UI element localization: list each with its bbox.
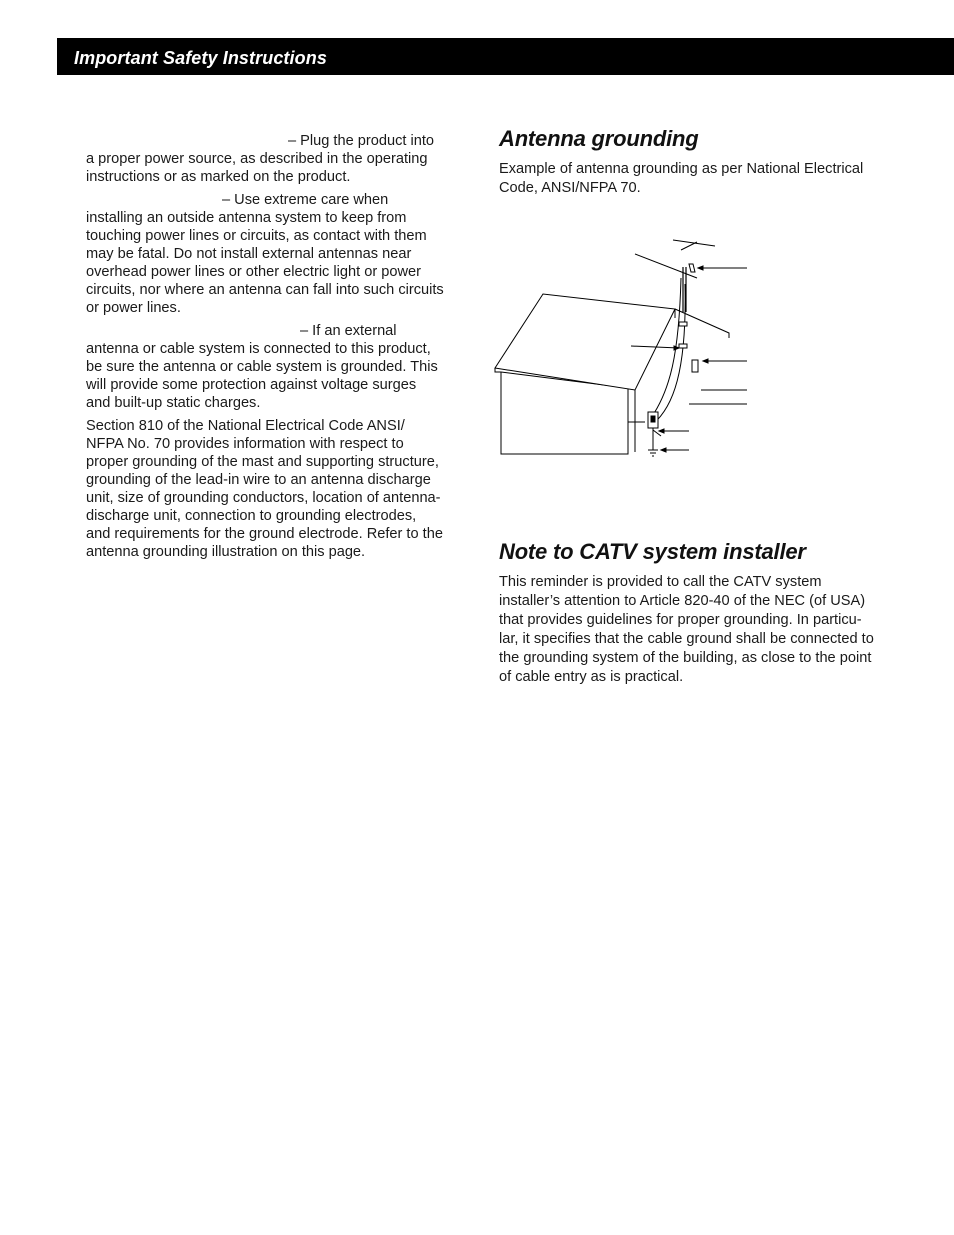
paragraph-antenna-grounding-text: – If an external antenna or cable system is connected to this product, be sure the antenna or cable system is grounded. This will provide some protection against voltage surges and built-up static charges. [86, 323, 438, 411]
paragraph-power-lines [86, 191, 444, 317]
paragraph-power-lines-text: – Use extreme care when installing an outside antenna system to keep from touching power lines or circuits, as contact with them may be fatal. Do not install external antennas near overhead power lines or other electric light or power circuits, nor where an antenna can fall into such circuits or power lines. [86, 192, 444, 316]
catv-section [499, 539, 879, 687]
antenna-grounding-section [499, 126, 879, 198]
left-column [86, 132, 444, 566]
antenna-grounding-text: Example of antenna grounding as per National Electrical Code, ANSI/NFPA 70. [499, 161, 864, 196]
catv-heading: Note to CATV system installer [499, 539, 806, 564]
page-title: Important Safety Instructions [74, 48, 327, 68]
paragraph-power-source [86, 132, 444, 186]
paragraph-power-source-text: – Plug the product into a proper power source, as described in the operating instructions or as marked on the product. [86, 133, 435, 185]
antenna-grounding-diagram-icon [493, 232, 755, 462]
antenna-grounding-heading: Antenna grounding [499, 126, 699, 151]
header-bar [57, 38, 954, 75]
paragraph-nec-section: Section 810 of the National Electrical Code ANSI/ NFPA No. 70 provides information with respect to proper grounding of the mast and supporting structure, grounding of the lead-in wire to an antenna discharge unit, size of grounding conductors, location of antenna-discharge unit, connection to grounding electrodes, and requirements for the ground electrode. Refer to the antenna grounding illustration on this page. [86, 418, 443, 560]
catv-text: This reminder is provided to call the CATV system installer’s attention to Article 820-40 of the NEC (of USA) that provides guidelines for proper grounding. In particu-lar, it specifies that the cable ground shall be connected to the grounding system of the building, as close to the point of cable entry as is practical. [499, 574, 874, 685]
paragraph-antenna-grounding [86, 322, 444, 412]
